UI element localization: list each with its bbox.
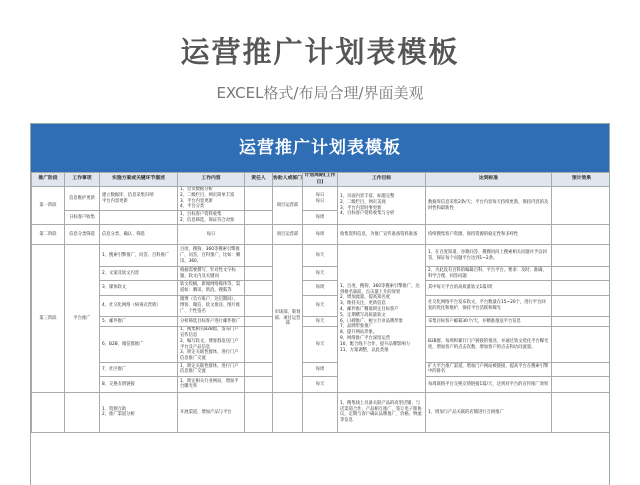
stage-4-plan[interactable] — [100, 392, 178, 432]
table-row — [32, 327, 611, 363]
stage-1-standard[interactable]: 数据库信息采集2条/天；平台内容每天持续更新，保持内容的及时性和最新性 — [426, 187, 552, 225]
stage-4-item[interactable] — [65, 392, 100, 432]
stage-3-standard[interactable]: 1、在百度知道、谷歌问答、搜搜问问上搜索相关问题并予以回答，保证每个问题平台达到1~2条。 — [426, 245, 552, 267]
table-row — [32, 317, 611, 327]
stage-3-content[interactable] — [178, 267, 245, 281]
cell-line: 1、目标客户资料收集 — [180, 211, 222, 217]
header-row — [32, 173, 611, 187]
stage-4-period[interactable] — [303, 392, 338, 432]
stage-4-label[interactable] — [32, 392, 65, 432]
cell-line: 9、网络推广平台深度运营 — [340, 335, 390, 341]
sheet-title: 运营推广计划表模板 — [31, 124, 609, 172]
owner-cell[interactable] — [245, 296, 273, 317]
effect-cell[interactable] — [552, 376, 611, 392]
cell-line: 1、锁定相关行业网站，增加平台曝光率 — [180, 378, 239, 390]
owner-cell[interactable] — [245, 187, 273, 211]
cell-line: 2、编写软文，博客群发送门户平台及产品信息 — [180, 338, 239, 350]
stage-2-label[interactable]: 第二阶段 — [32, 225, 65, 245]
stage-3-plan[interactable] — [100, 317, 178, 327]
cell-line: 5、定期撰写高质量软文 — [340, 312, 386, 318]
stage-3-content[interactable] — [178, 327, 245, 363]
stage-3-content[interactable] — [178, 281, 245, 296]
owner-cell[interactable] — [245, 362, 273, 376]
stage-3-period[interactable]: 每天 — [303, 296, 338, 317]
stage-3-standard[interactable]: 其中每天平台的高质量软文1篇/周 — [426, 281, 552, 296]
effect-cell[interactable] — [552, 317, 611, 327]
cell-line: 10、配合线下合作，提升品牌影响力 — [340, 341, 410, 347]
stage-1-item-b[interactable]: 日标客户收集 — [65, 211, 100, 225]
stage-3-period[interactable]: 每天 — [303, 267, 338, 281]
owner-cell[interactable] — [245, 317, 273, 327]
cell-line: 1、页面内容丰富，标题完整 — [340, 194, 395, 199]
column-header[interactable]: 协助人或部门 — [273, 173, 303, 187]
owner-cell[interactable] — [245, 225, 273, 245]
cell-line: 分析筛选目标客户进行邮件推广 — [180, 318, 241, 324]
stage-3-period[interactable]: 每天 — [303, 245, 338, 267]
plan-table — [31, 172, 610, 433]
stage-3-plan[interactable] — [100, 327, 178, 363]
cell-line: 1、锁定关联性群体，进行门户信息推广交流 — [180, 363, 239, 375]
stage-3-item[interactable]: 平台推广 — [65, 245, 100, 393]
cell-line: 4、目标客户资料收集与分析 — [340, 211, 395, 217]
stage-3-plan[interactable] — [100, 362, 178, 376]
cell-line: 1、搜索引擎推广，问答，百科推广 — [102, 252, 170, 258]
cell-line: 3、维持关注，更新信息 — [340, 301, 386, 307]
stage-1-assist[interactable]: 项目运营部 — [273, 187, 303, 225]
effect-cell[interactable] — [552, 362, 611, 376]
stage-4-goal[interactable]: 1、搜集线上具备关联产品的高型店铺，与店渠道合作，产品相互推广，签订电子版协议，定期与客户确认品牌推广、价格、物流等信息 — [338, 392, 426, 432]
column-header[interactable]: 工作内容 — [178, 173, 245, 187]
cell-line: 2、增加流量，提高知名度 — [340, 295, 390, 301]
stage-4-content[interactable]: 开展渠道，增加产品与平台 — [178, 392, 245, 432]
owner-cell[interactable] — [245, 281, 273, 296]
cell-line: 8、提升网站形象。 — [340, 330, 378, 336]
column-header[interactable]: 工作事项 — [65, 173, 100, 187]
column-header[interactable]: 计划周期(工作日) — [303, 173, 338, 187]
cell-line: 3、平台内容时事更新 — [340, 205, 382, 211]
column-header[interactable]: 实施方案或关键环节描述 — [100, 173, 178, 187]
stage-1-label[interactable]: 第一阶段 — [32, 187, 65, 225]
owner-cell[interactable] — [245, 267, 273, 281]
table-row — [32, 245, 611, 267]
table-row — [32, 362, 611, 376]
cell-line: 平台内容更新 — [102, 198, 128, 204]
stage-4-standard[interactable]: 1、增加与产品关联的店铺进行互相推广 — [426, 392, 552, 432]
owner-cell[interactable] — [245, 376, 273, 392]
stage-2-plan[interactable]: 信息分类、确认、筛选 — [100, 225, 178, 245]
column-header[interactable]: 责任人 — [245, 173, 273, 187]
page-title: 运营推广计划表模板 — [180, 35, 460, 69]
stage-3-period[interactable]: 每周 — [303, 362, 338, 376]
stage-3-plan[interactable] — [100, 376, 178, 392]
stage-3-period[interactable]: 每天 — [303, 327, 338, 363]
stage-3-period[interactable]: 每天 — [303, 376, 338, 392]
owner-cell[interactable] — [245, 392, 273, 432]
cell-line: 1、会员数据分析 — [180, 187, 213, 192]
stage-3-label[interactable]: 第三阶段 — [32, 245, 65, 393]
stage-4-assist[interactable] — [273, 392, 303, 432]
cell-line: 2、信息筛选，保证符合对象 — [180, 217, 235, 223]
stage-3-standard[interactable]: 每周联络平台交换友情链接1篇/天，达到对平台的宣传推广效果 — [426, 376, 552, 392]
stage-3-standard[interactable]: 2、为此没有百科的编辑百科，平台平台。要求：及时、准确、科学合理、回答问题 — [426, 267, 552, 281]
stage-3-content[interactable] — [178, 362, 245, 376]
spreadsheet — [30, 123, 610, 485]
column-header[interactable]: 预计效果 — [552, 173, 611, 187]
cell-line: 2、推广渠道分析 — [102, 412, 135, 418]
stage-1-period[interactable]: 每日 — [315, 192, 325, 198]
cell-line: 百度、搜狗、360等搜索引擎推广，问答，百科推广，比如：腾讯、360。 — [180, 246, 241, 264]
cell-line: 8、交换友情链接 — [102, 381, 135, 387]
cell-line: 11、方案调整，以此类推 — [340, 347, 389, 353]
cell-line: 建立数据库、信息采集归纳 — [102, 192, 154, 198]
owner-cell[interactable] — [245, 245, 273, 267]
cell-line: 微博（官方账户、达启期间）、博客、微信、软文推送、图片推广、个性签名 — [180, 297, 241, 315]
stage-1-content-a[interactable] — [178, 187, 245, 211]
stage-2-assist[interactable]: 项目运营部 — [273, 225, 303, 245]
owner-cell[interactable] — [245, 327, 273, 363]
column-header[interactable]: 工作目标 — [338, 173, 426, 187]
stage-3-content[interactable] — [178, 296, 245, 317]
cell-line: 7、品牌形象推广 — [340, 324, 373, 330]
stage-2-content[interactable]: 每日 — [178, 225, 245, 245]
effect-cell[interactable] — [552, 296, 611, 317]
stage-3-content[interactable] — [178, 376, 245, 392]
effect-cell[interactable] — [552, 187, 611, 225]
stage-1-plan-a[interactable] — [100, 187, 178, 211]
stage-3-content[interactable] — [178, 245, 245, 267]
cell-line: 3、平台内容更新 — [180, 198, 213, 204]
stage-1-period[interactable]: 每周 — [303, 211, 338, 225]
stage-2-period[interactable]: 每周 — [303, 225, 338, 245]
stage-3-standard[interactable]: B2B群，每周积累行门户链接的推送，并通过软文优化平台曝光度，增加客户的点击次数，增加客户的点击和访问流量。 — [426, 327, 552, 363]
stage-2-goal[interactable]: 收集资料信息，为推广宣传准备资料准备 — [338, 225, 426, 245]
stage-3-plan[interactable] — [100, 281, 178, 296]
cell-line: 6、口碑推广，树立行业品牌形象 — [340, 318, 403, 324]
stage-3-period[interactable]: 每天 — [303, 317, 338, 327]
cell-line: 软文投稿，新闻网络媒体等、渠道如：腾讯、新浪、搜狐等 — [180, 282, 241, 294]
effect-cell[interactable] — [552, 392, 611, 432]
cell-line: 1、资源互助 — [102, 406, 127, 412]
column-header[interactable]: 推广阶段 — [32, 173, 65, 187]
cell-line: 1、百度、搜狗、360等搜索引擎推广，达到排名靠前、点击量上升的效果 — [340, 283, 420, 295]
cell-line: 5、邮件推广 — [102, 318, 127, 324]
cell-line: 4、平台分类 — [180, 204, 205, 210]
cell-line: 1、搜集相关B2B群，发布门户宣传信息 — [180, 327, 239, 338]
effect-cell[interactable] — [552, 281, 611, 296]
cell-line: 7、社区推广 — [102, 366, 127, 372]
column-header[interactable]: 达到标准 — [426, 173, 552, 187]
table-row — [32, 267, 611, 281]
stage-3-content[interactable] — [178, 317, 245, 327]
stage-3-plan[interactable] — [100, 267, 178, 281]
stage-3-standard[interactable]: 采集目标客户邮箱30个/天，并精准推送平台信息 — [426, 317, 552, 327]
empty-cell[interactable] — [100, 211, 178, 225]
stage-3-plan[interactable] — [100, 296, 178, 317]
cell-line: 根据需要撰写，针对性文字标题、软文内及关键词 — [180, 267, 236, 279]
cell-line: 2、文案及软文内容 — [102, 270, 140, 276]
cell-line: 4、邮件推广精准锁定目标客户 — [340, 306, 399, 312]
stage-3-goals[interactable] — [338, 245, 426, 393]
table-row — [32, 281, 611, 296]
table-row — [32, 296, 611, 317]
stage-3-period[interactable]: 每周 — [303, 281, 338, 296]
effect-cell[interactable] — [552, 225, 611, 245]
page-subtitle: EXCEL格式/布局合理/界面美观 — [216, 84, 424, 102]
cell-line: 6、B2B、微信群推广 — [102, 341, 144, 347]
cell-line: 2、二级栏目，网页美观 — [340, 199, 386, 205]
stage-3-standard[interactable]: 扩大平台推广渠道，增加门户网站被链接，提高平台在搜索引擎中的排名 — [426, 362, 552, 376]
table-row — [32, 376, 611, 392]
stage-3-assist[interactable]: 市场部、策划部、项目运营部 — [273, 245, 303, 393]
cell-line: 3、锁定关联性群体，进行门户信息推广交流 — [180, 350, 239, 362]
stage-1-period[interactable]: 每日 — [315, 198, 325, 204]
cell-line: 3、媒体软文 — [102, 285, 127, 291]
effect-cell[interactable] — [552, 327, 611, 363]
stage-2-standard[interactable]: 持续搜集客户资源，保持资源的稳定性和多样性 — [426, 225, 552, 245]
stage-3-plan[interactable] — [100, 245, 178, 267]
stage-2-item[interactable]: 信息分类筛选 — [65, 225, 100, 245]
owner-cell[interactable] — [245, 211, 273, 225]
stage-1-goals[interactable] — [338, 187, 426, 225]
effect-cell[interactable] — [552, 267, 611, 281]
stage-3-standard[interactable]: 社交化网络平台发布软文，平台数量在15~20个，进行平台回复的优化和维护，保持平台活跃和曝光 — [426, 296, 552, 317]
cell-line: 2、二级栏目，网页简单丰富 — [180, 192, 235, 198]
effect-cell[interactable] — [552, 245, 611, 267]
stage-1-item-a[interactable]: 信息维护更新 — [65, 187, 100, 211]
cell-line: 4、社交化网络（病毒式营销） — [102, 303, 161, 309]
stage-1-content-b[interactable] — [178, 211, 245, 225]
